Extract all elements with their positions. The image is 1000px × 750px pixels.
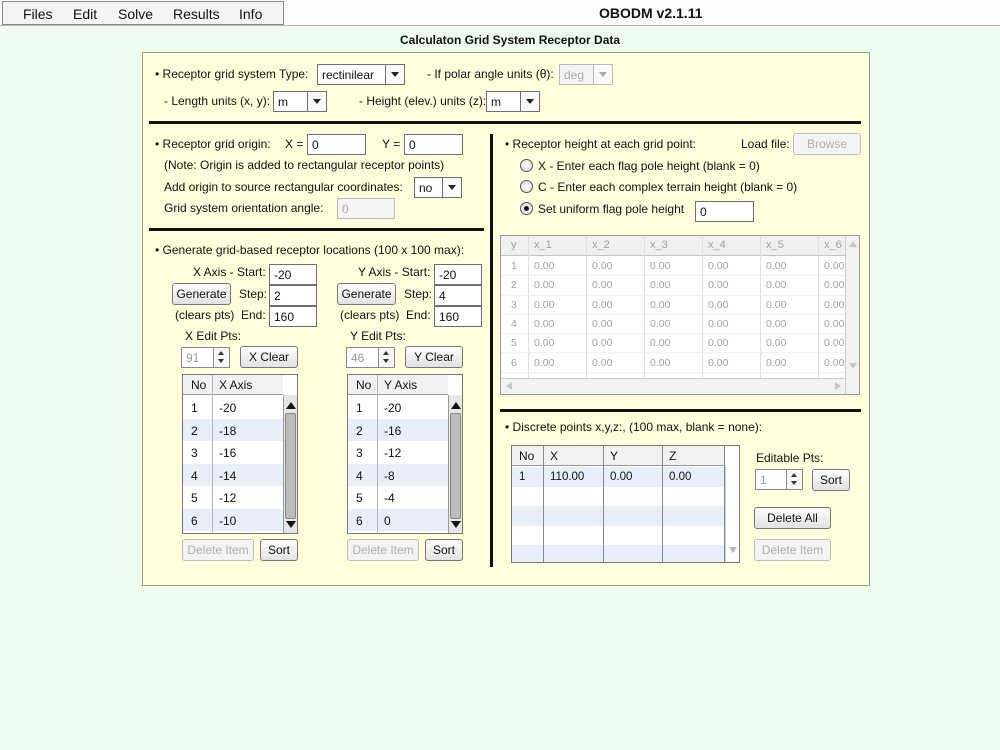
y-generate-button[interactable]: Generate [337, 283, 396, 305]
column-header[interactable]: X [550, 449, 559, 463]
table-row[interactable] [501, 315, 846, 334]
chevron-down-icon [442, 178, 461, 197]
row-value: -14 [219, 468, 237, 483]
scroll-up-icon[interactable] [449, 399, 462, 411]
row-number: 6 [191, 513, 198, 528]
scrollbar-thumb[interactable] [450, 413, 461, 519]
chevron-down-icon [593, 65, 612, 84]
spinner-arrows-icon[interactable] [786, 470, 802, 489]
cell-value: 0.00 [824, 279, 845, 292]
orientation-angle-input[interactable]: 0 [337, 198, 395, 219]
row-number: 1 [191, 401, 198, 415]
cell-value: 0.00 [708, 260, 729, 272]
column-header[interactable]: No [519, 449, 535, 463]
height-grid-vscrollbar[interactable] [845, 236, 859, 394]
x-end-label: End: [241, 308, 266, 322]
table-row[interactable] [348, 396, 448, 419]
y-edit-stepper[interactable] [346, 347, 395, 368]
row-number: 1 [511, 260, 517, 272]
editable-pts-value: 1 [760, 473, 767, 487]
cell-value: 0.00 [766, 279, 787, 292]
row-number: 5 [356, 491, 363, 505]
cell-value: 0.00 [708, 317, 729, 330]
table-row[interactable] [183, 464, 283, 487]
column-divider [212, 375, 213, 534]
x-clears-note: (clears pts) [175, 308, 235, 322]
origin-label: • Receptor grid origin: [155, 137, 271, 151]
uniform-height-input[interactable]: 0 [695, 201, 754, 222]
cell-value: 0.00 [766, 317, 787, 330]
radio-uniform-height[interactable] [520, 202, 533, 215]
scroll-down-icon[interactable] [284, 519, 297, 531]
cell-value: 0.00 [650, 298, 671, 311]
column-header: x_4 [708, 239, 726, 251]
table-row[interactable] [183, 509, 283, 532]
cell-value: 0.00 [766, 337, 787, 350]
height-grid-header [501, 236, 846, 256]
cell-value: 0.00 [534, 317, 555, 330]
polar-units-value: deg [564, 68, 585, 82]
row-number: 1 [519, 471, 526, 483]
column-header: x_1 [534, 239, 552, 251]
browse-button[interactable]: Browse [793, 133, 861, 155]
table-row[interactable] [501, 296, 846, 315]
cell-value: 0.00 [610, 471, 633, 483]
chevron-down-icon [307, 92, 326, 111]
cell-value: 0.00 [708, 298, 729, 311]
spinner-arrows-icon[interactable] [378, 348, 394, 367]
column-header[interactable]: Y Axis [384, 378, 418, 392]
cell-value: 0.00 [766, 260, 787, 272]
row-value: 0 [384, 513, 391, 528]
table-row[interactable] [348, 419, 448, 442]
generate-title: • Generate grid-based receptor locations (100 x 100 max): [155, 243, 465, 257]
column-header: x_6 [824, 239, 842, 251]
row-number: 3 [356, 446, 363, 460]
column-header: x_2 [592, 239, 610, 251]
spinner-arrows-icon[interactable] [213, 348, 229, 367]
row-number: 3 [191, 446, 198, 460]
divider [149, 228, 484, 231]
cell-value: 0.00 [650, 279, 671, 292]
scroll-down-icon[interactable] [729, 547, 737, 553]
cell-value: 110.00 [550, 471, 585, 483]
add-origin-label: Add origin to source rectangular coordinates: [164, 180, 403, 194]
page-title: Calculaton Grid System Receptor Data [400, 33, 621, 47]
editable-pts-label: Editable Pts: [756, 451, 824, 465]
column-divider [543, 446, 544, 563]
x-step-label: Step: [239, 287, 268, 301]
x-axis-table-scrollbar[interactable] [283, 395, 298, 533]
row-number: 2 [191, 423, 198, 438]
menu-files[interactable]: Files [23, 6, 53, 22]
x-generate-button[interactable]: Generate [172, 283, 231, 305]
load-file-label: Load file: [741, 137, 790, 151]
grid-type-label: • Receptor grid system Type: [155, 67, 309, 81]
y-end-label: End: [406, 308, 431, 322]
row-number: 2 [511, 279, 517, 292]
scroll-right-icon[interactable] [835, 382, 841, 390]
row-number: 6 [511, 356, 517, 369]
x-start-label: X Axis - Start: [193, 265, 266, 279]
add-origin-select[interactable] [414, 177, 462, 198]
scroll-left-icon[interactable] [506, 382, 512, 390]
cell-value: 0.00 [766, 356, 787, 369]
divider [500, 409, 861, 412]
height-units-value: m [491, 95, 501, 109]
cell-value: 0.00 [650, 356, 671, 369]
scroll-up-icon[interactable] [849, 241, 857, 247]
cell-value: 0.00 [534, 260, 555, 272]
column-header[interactable]: Z [669, 449, 677, 463]
orientation-angle-label: Grid system orientation angle: [164, 201, 324, 215]
y-sort-button[interactable]: Sort [425, 539, 463, 561]
cell-value: 0.00 [824, 298, 845, 311]
row-number: 4 [356, 468, 363, 483]
table-row[interactable] [348, 441, 448, 464]
y-step-label: Step: [404, 287, 433, 301]
cell-value: 0.00 [766, 298, 787, 311]
row-value: -20 [384, 401, 402, 415]
x-end-input[interactable]: 160 [269, 306, 317, 327]
cell-value: 0.00 [650, 337, 671, 350]
table-row[interactable] [501, 276, 846, 295]
column-header[interactable]: X Axis [219, 378, 253, 392]
origin-y-input[interactable]: 0 [404, 134, 463, 155]
y-clear-button[interactable]: Y Clear [405, 346, 463, 368]
chevron-down-icon [385, 65, 404, 84]
y-axis-table-header [348, 375, 448, 395]
x-clear-button[interactable]: X Clear [240, 346, 298, 368]
y-axis-table-scrollbar[interactable] [448, 395, 463, 533]
height-units-select[interactable] [486, 91, 540, 112]
row-value: -12 [219, 491, 237, 505]
row-value: -8 [384, 468, 395, 483]
cell-value: 0.00 [592, 260, 613, 272]
origin-note: (Note: Origin is added to rectangular receptor points) [164, 158, 445, 172]
cell-value: 0.00 [824, 356, 845, 369]
table-row[interactable] [183, 396, 283, 419]
table-row[interactable] [501, 334, 846, 353]
cell-value: 0.00 [708, 356, 729, 369]
cell-value: 0.00 [592, 279, 613, 292]
delete-all-button[interactable]: Delete All [754, 507, 831, 529]
row-number: 1 [356, 401, 363, 415]
menu-info[interactable]: Info [239, 6, 263, 22]
height-grid-table[interactable] [500, 235, 860, 395]
cell-value: 0.00 [534, 356, 555, 369]
cell-value: 0.00 [650, 260, 671, 272]
y-start-label: Y Axis - Start: [358, 265, 431, 279]
add-origin-value: no [419, 181, 433, 195]
polar-units-select[interactable] [559, 64, 613, 85]
app-title: OBODM v2.1.11 [599, 5, 703, 21]
x-start-input[interactable]: -20 [269, 264, 317, 285]
cell-value: 0.00 [592, 356, 613, 369]
table-row[interactable] [183, 486, 283, 509]
row-value: -12 [384, 446, 402, 460]
column-header: y [511, 239, 517, 251]
row-value: -20 [219, 401, 237, 415]
row-value: -18 [219, 423, 237, 438]
x-axis-table-header [183, 375, 283, 395]
grid-type-value: rectinilear [322, 68, 375, 82]
row-value: -16 [219, 446, 237, 460]
menu-results[interactable]: Results [173, 6, 220, 22]
table-row[interactable] [501, 354, 846, 373]
column-header: x_3 [650, 239, 668, 251]
discrete-delete-item-button[interactable]: Delete Item [754, 539, 831, 561]
cell-value: 0.00 [534, 298, 555, 311]
height-units-label: - Height (elev.) units (z): [359, 94, 487, 108]
scroll-down-icon[interactable] [449, 519, 462, 531]
radio-uniform-height-label: Set uniform flag pole height [538, 202, 685, 216]
y-edit-label: Y Edit Pts: [350, 329, 406, 343]
radio-flag-pole-each-label: X - Enter each flag pole height (blank = 0) [538, 159, 760, 173]
row-value: -10 [219, 513, 237, 528]
chevron-down-icon [520, 92, 539, 111]
column-divider [662, 446, 663, 563]
x-sort-button[interactable]: Sort [260, 539, 298, 561]
menu-bar [0, 0, 1000, 26]
menu-edit[interactable]: Edit [73, 6, 98, 22]
cell-value: 0.00 [708, 337, 729, 350]
cell-value: 0.00 [650, 317, 671, 330]
cell-value: 0.00 [669, 471, 692, 483]
y-axis-table[interactable] [347, 374, 463, 534]
origin-x-input[interactable]: 0 [307, 134, 366, 155]
height-grid-hscrollbar[interactable] [501, 378, 846, 394]
table-row[interactable] [183, 419, 283, 442]
x-axis-table[interactable] [182, 374, 298, 534]
cell-value: 0.00 [824, 260, 845, 272]
column-header[interactable]: No [356, 378, 372, 392]
column-divider [603, 446, 604, 563]
y-start-input[interactable]: -20 [434, 264, 482, 285]
column-divider [377, 375, 378, 534]
menu-solve[interactable]: Solve [118, 6, 154, 22]
column-header[interactable]: No [191, 378, 207, 392]
y-end-input[interactable]: 160 [434, 306, 482, 327]
grid-type-select[interactable] [317, 64, 405, 85]
polar-units-label: - If polar angle units (θ): [427, 67, 554, 81]
x-step-input[interactable]: 2 [269, 285, 317, 306]
cell-value: 0.00 [534, 279, 555, 292]
discrete-sort-button[interactable]: Sort [812, 469, 850, 491]
discrete-title: • Discrete points x,y,z:, (100 max, blank = none): [505, 420, 763, 434]
y-delete-item-button[interactable]: Delete Item [347, 539, 419, 561]
origin-y-label: Y = [382, 137, 401, 151]
column-header[interactable]: Y [610, 449, 619, 463]
table-row[interactable] [501, 257, 846, 276]
menu-group [2, 1, 284, 25]
length-units-select[interactable] [273, 91, 327, 112]
scroll-down-icon[interactable] [849, 363, 857, 369]
row-number: 3 [511, 298, 517, 311]
divider [149, 121, 861, 124]
table-row[interactable] [348, 486, 448, 509]
column-header: x_5 [766, 239, 784, 251]
row-number: 4 [191, 468, 198, 483]
cell-value: 0.00 [824, 317, 845, 330]
cell-value: 0.00 [824, 337, 845, 350]
cell-value: 0.00 [592, 337, 613, 350]
radio-flag-pole-each[interactable] [520, 159, 533, 172]
cell-value: 0.00 [592, 317, 613, 330]
origin-x-label: X = [285, 137, 304, 151]
row-value: -16 [384, 423, 402, 438]
scroll-up-icon[interactable] [284, 399, 297, 411]
x-edit-stepper[interactable] [181, 347, 230, 368]
length-units-label: - Length units (x, y): [164, 94, 271, 108]
cell-value: 0.00 [708, 279, 729, 292]
y-clears-note: (clears pts) [340, 308, 400, 322]
cell-value: 0.00 [592, 298, 613, 311]
row-number: 5 [511, 337, 517, 350]
y-edit-value: 46 [351, 351, 365, 365]
row-number: 4 [511, 317, 517, 330]
length-units-value: m [278, 95, 288, 109]
divider [490, 134, 493, 567]
radio-complex-terrain-label: C - Enter each complex terrain height (blank = 0) [538, 180, 798, 194]
table-row[interactable] [183, 441, 283, 464]
radio-complex-terrain[interactable] [520, 180, 533, 193]
table-row[interactable] [348, 509, 448, 532]
row-value: -4 [384, 491, 395, 505]
x-edit-value: 91 [186, 351, 200, 365]
scrollbar-thumb[interactable] [285, 413, 296, 519]
x-delete-item-button[interactable]: Delete Item [182, 539, 254, 561]
editable-pts-stepper[interactable] [755, 469, 803, 490]
x-edit-label: X Edit Pts: [185, 329, 242, 343]
y-step-input[interactable]: 4 [434, 285, 482, 306]
row-number: 6 [356, 513, 363, 528]
row-number: 2 [356, 423, 363, 438]
row-number: 5 [191, 491, 198, 505]
cell-value: 0.00 [534, 337, 555, 350]
table-row[interactable] [348, 464, 448, 487]
discrete-points-table[interactable] [511, 445, 740, 563]
discrete-points-scrollbar[interactable] [725, 466, 740, 562]
receptor-height-label: • Receptor height at each grid point: [505, 137, 696, 151]
